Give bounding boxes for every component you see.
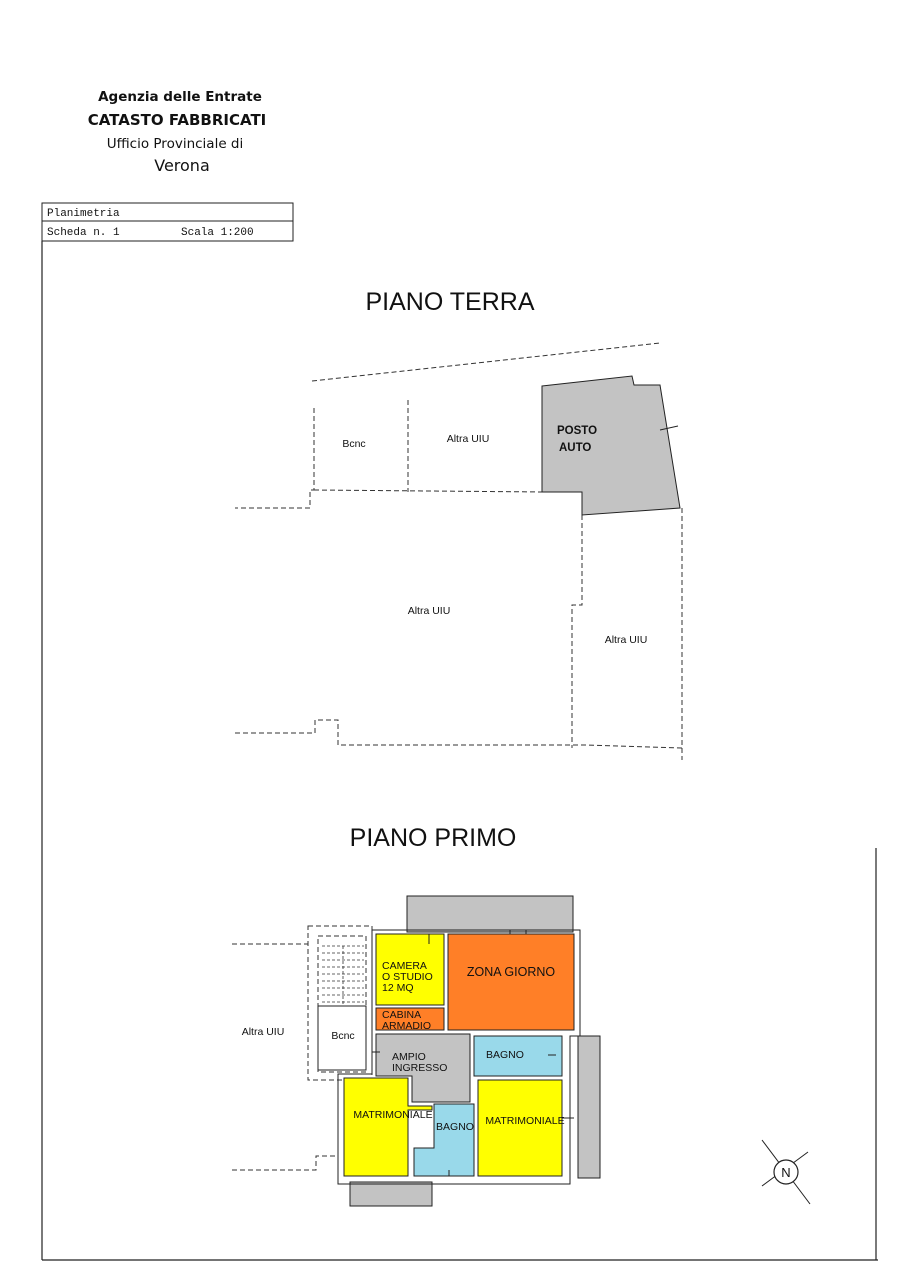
office-name: CATASTO FABBRICATI [87,111,267,129]
ground-bcnc-label: Bcnc [342,438,366,450]
first-left-bottom-boundary [232,1156,338,1170]
ground-altra-uiu-2-label: Altra UIU [407,605,451,617]
zona-giorno-label: ZONA GIORNO [466,965,556,979]
zona-giorno-room [448,934,574,1030]
ground-altra-uiu-3-label: Altra UIU [604,634,648,646]
city-name: Verona [154,156,210,175]
staircase-steps [322,946,364,1004]
ground-bottom-boundary [235,720,682,748]
ingresso-label-1: AMPIO [392,1051,426,1063]
south-balcony [350,1182,432,1206]
cabina-label-2: ARMADIO [382,1020,432,1032]
cabina-label-1: CABINA [382,1009,422,1021]
info-type: Planimetria [47,208,120,220]
first-altra-uiu-label: Altra UIU [241,1026,285,1038]
first-floor-title: PIANO PRIMO [349,824,517,852]
ground-right-column [572,515,582,748]
info-box [42,203,293,241]
matrimoniale-1-label: MATRIMONIALE [353,1109,433,1121]
bagno-2-label: BAGNO [436,1121,474,1133]
ground-middle-line [314,490,545,492]
camera-label-3: 12 MQ [382,982,414,994]
camera-label-2: O STUDIO [382,971,433,983]
posto-auto-label-1: POSTO [557,425,598,437]
first-floor-plan [232,896,600,1206]
posto-auto-label-2: AUTO [559,442,592,454]
north-label: N [781,1165,791,1180]
ingresso-label-2: INGRESSO [392,1062,448,1074]
ground-floor-title: PIANO TERRA [365,288,535,316]
info-sheet: Scheda n. 1 [47,227,120,239]
ground-altra-uiu-1-label: Altra UIU [446,433,490,445]
document-header [88,89,267,175]
ground-top-boundary [312,343,660,381]
agency-name: Agenzia delle Entrate [98,89,262,105]
ground-left-boundary [235,408,314,508]
camera-label-1: CAMERA [382,960,427,972]
north-arrow-icon [762,1140,810,1204]
department-name: Ufficio Provinciale di [106,136,244,152]
bagno-1-label: BAGNO [486,1049,524,1061]
info-scale: Scala 1:200 [181,227,254,239]
north-balcony [407,896,573,932]
ground-floor-plan [235,343,682,760]
matrimoniale-2-room [478,1080,565,1176]
first-bcnc-label: Bcnc [331,1030,355,1042]
east-balcony [578,1036,600,1178]
matrimoniale-2-label: MATRIMONIALE [485,1115,565,1127]
